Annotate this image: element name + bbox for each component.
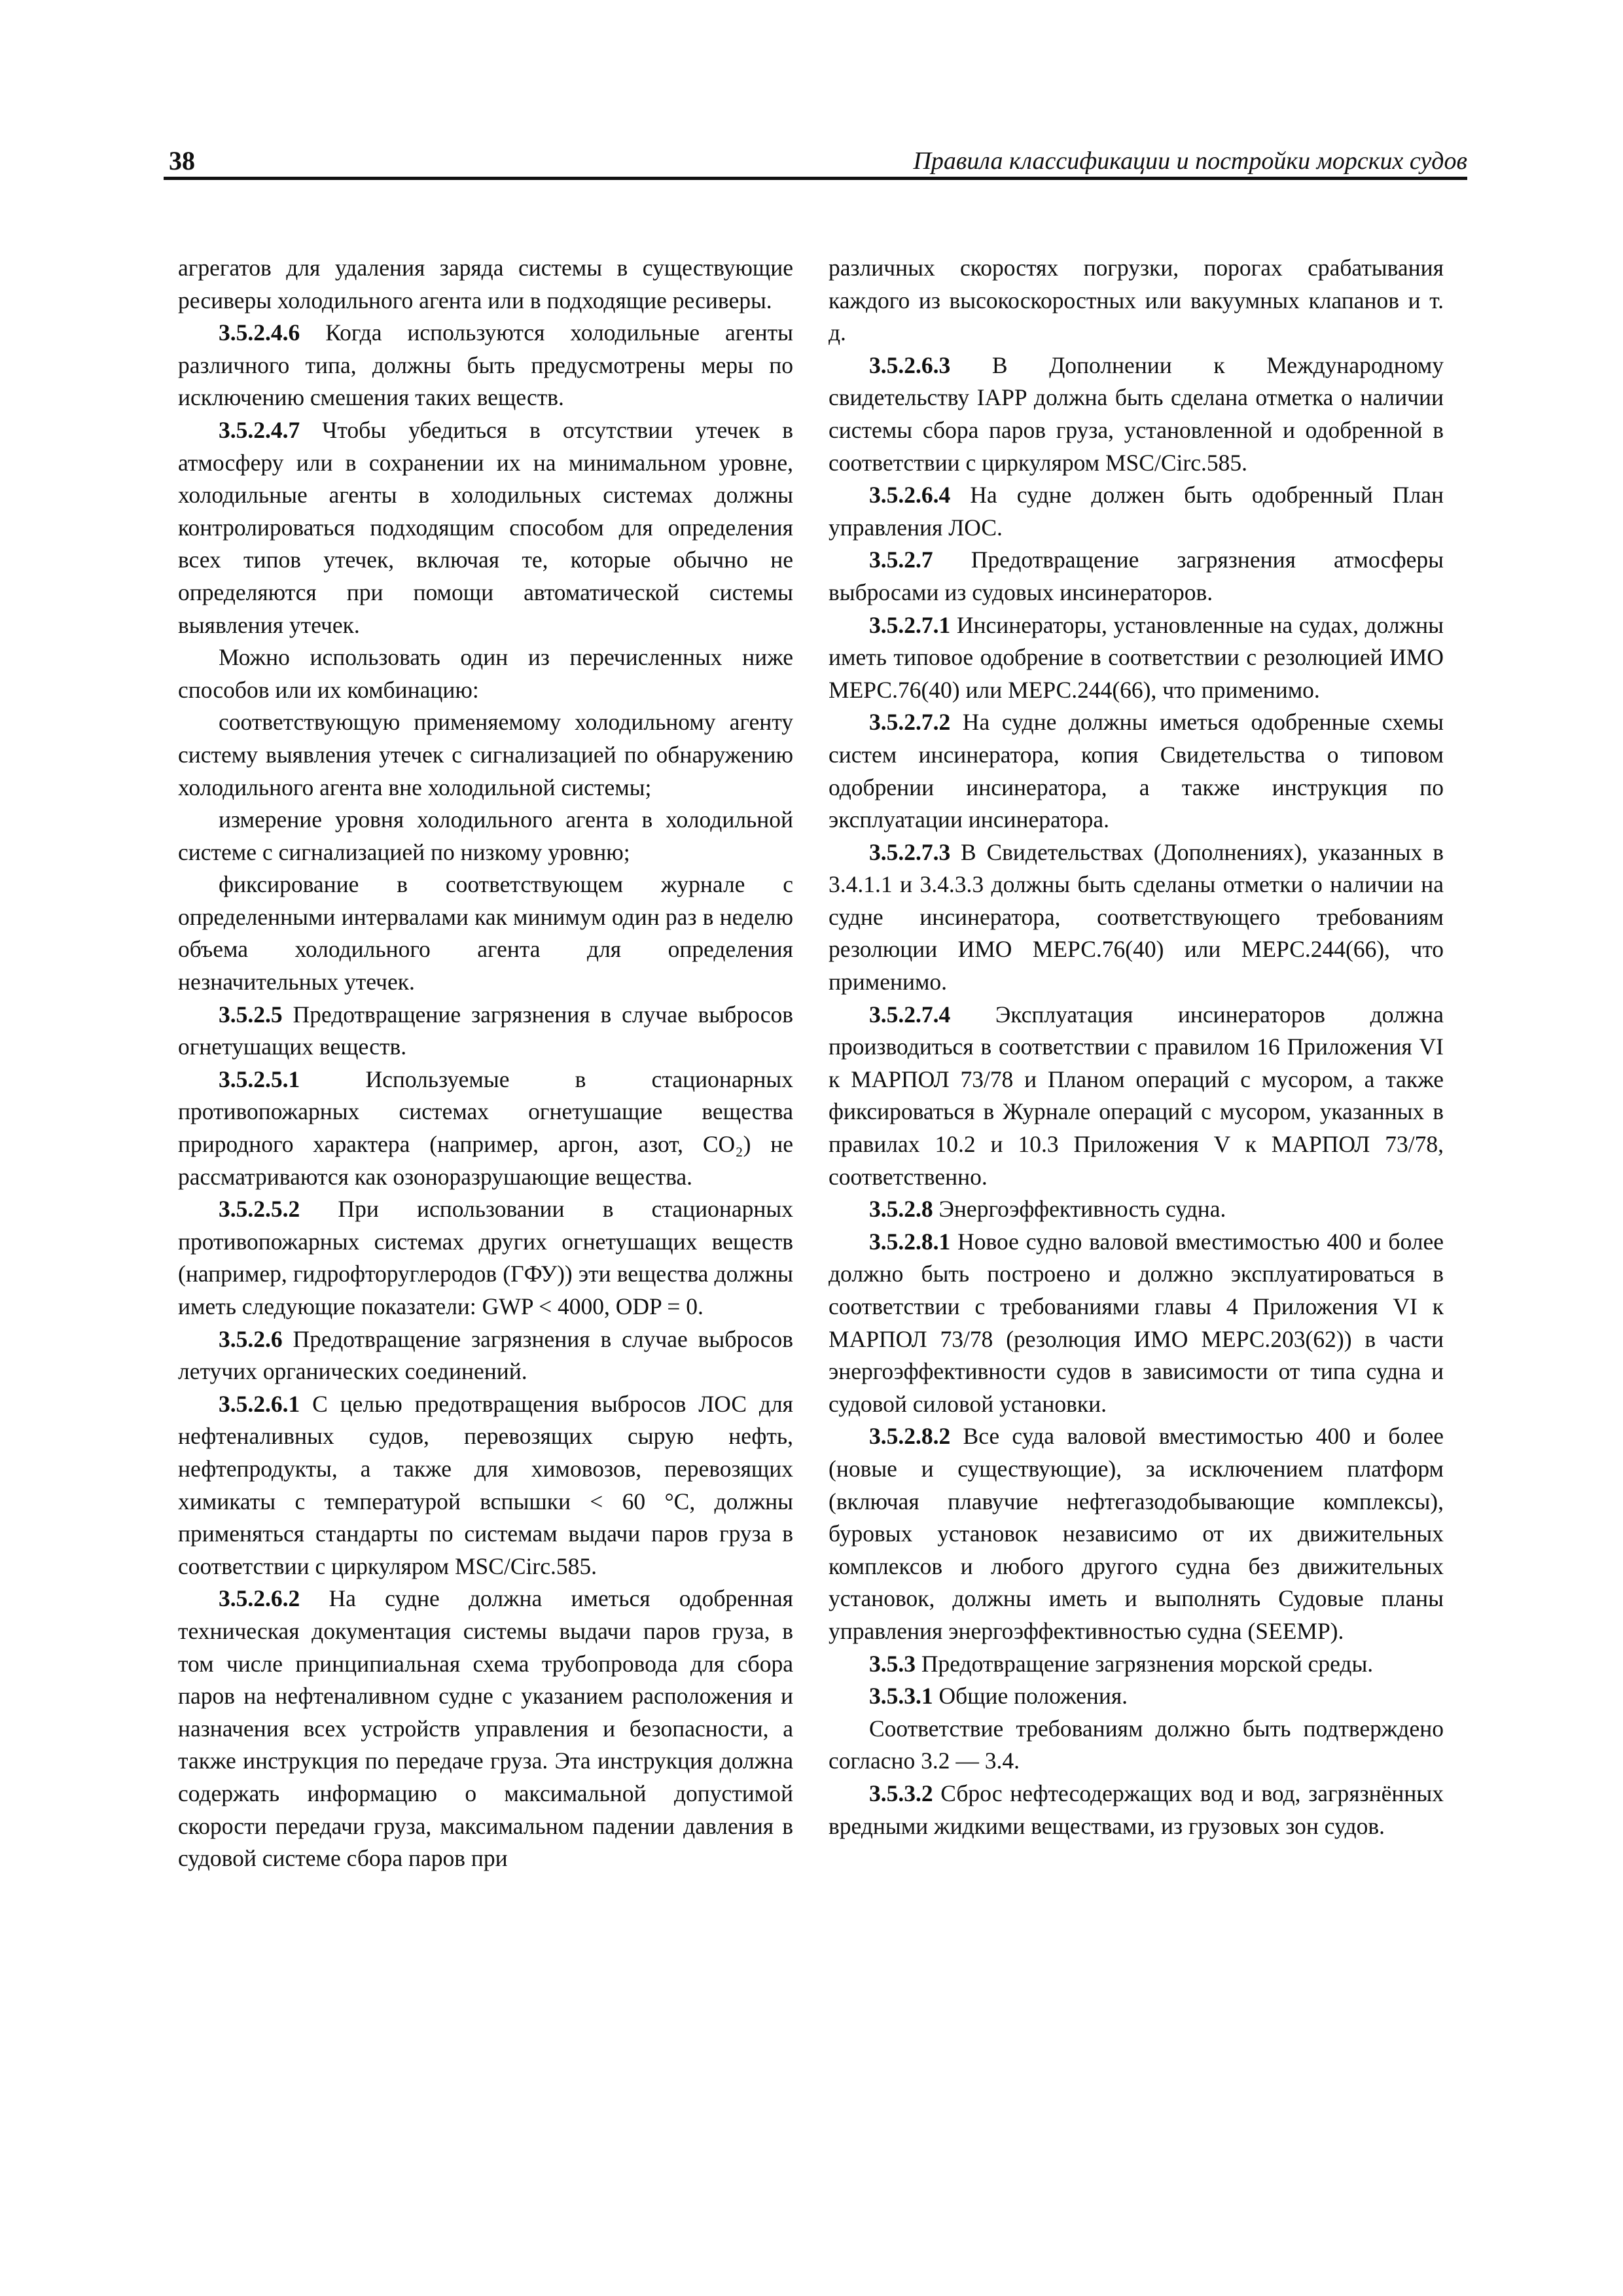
left-column (178, 252, 793, 1875)
clause-number: 3.5.3.1 (869, 1683, 933, 1710)
paragraph (829, 1648, 1444, 1681)
paragraph (178, 999, 793, 1064)
paragraph-text: Предотвращение загрязнения в случае выбросов летучих органических соединений. (178, 1325, 793, 1385)
clause-number: 3.5.2.6.3 (869, 351, 951, 378)
right-column (829, 252, 1444, 1842)
clause-number: 3.5.2.5.1 (219, 1066, 300, 1092)
paragraph-text: Энергоэффективность судна. (933, 1196, 1226, 1223)
paragraph-text: Все суда валовой вместимостью 400 и более (новые и существующие), за исключением платформ (включая плавучие нефтегазодобывающие комплексы), буровых установок независимо от их движительных комплексов и любого другого судна без движительных установок, должны иметь и выполнять Судовые планы управления энергоэффективностью судна (SEEMP). (829, 1423, 1444, 1644)
paragraph (178, 1323, 793, 1388)
paragraph-text: агрегатов для удаления заряда системы в существующие ресиверы холодильного агента или в подходящие ресиверы. (178, 255, 793, 314)
clause-number: 3.5.2.7.2 (869, 709, 951, 736)
header-rule (164, 177, 1467, 180)
paragraph-text: фиксирование в соответствующем журнале с определенными интервалами как минимум один раз в неделю объема холодильного агента для определения незначительных утечек. (178, 871, 793, 996)
paragraph-text: Новое судно валовой вместимостью 400 и более должно быть построено и должно эксплуатироваться в соответствии с требованиями главы 4 Приложения VI к МАРПОЛ 73/78 (резолюция ИМО МЕРС.203(62)) в части энергоэффективности судов в зависимости от типа судна и судовой силовой установки. (829, 1228, 1444, 1417)
paragraph-text: Можно использовать один из перечисленных ниже способов или их комбинацию: (178, 644, 793, 703)
paragraph (829, 1680, 1444, 1713)
paragraph (829, 350, 1444, 479)
paragraph (178, 252, 793, 317)
paragraph (829, 1420, 1444, 1647)
paragraph (178, 1064, 793, 1193)
clause-number: 3.5.2.5 (219, 1001, 283, 1028)
clause-number: 3.5.2.5.2 (219, 1196, 300, 1223)
paragraph-text: На судне должен быть одобренный План управления ЛОС. (829, 482, 1444, 541)
paragraph-text: Предотвращение загрязнения в случае выбросов огнетушащих веществ. (178, 1001, 793, 1060)
paragraph (829, 706, 1444, 836)
paragraph-text: Эксплуатация инсинераторов должна производиться в соответствии с правилом 16 Приложения VI к МАРПОЛ 73/78 и Планом операций с мусором, а также фиксироваться в Журнале операций с мусором, указанных в правилах 10.2 и 10.3 Приложения V к МАРПОЛ 73/78, соответственно. (829, 1001, 1444, 1190)
clause-number: 3.5.2.8.2 (869, 1423, 951, 1450)
clause-number: 3.5.2.7.1 (869, 611, 951, 638)
paragraph (829, 479, 1444, 544)
clause-number: 3.5.2.4.6 (219, 319, 300, 346)
paragraph-text: Соответствие требованиям должно быть подтверждено согласно 3.2 — 3.4. (829, 1715, 1444, 1774)
paragraph (829, 836, 1444, 999)
clause-number: 3.5.2.6.4 (869, 482, 951, 509)
clause-number: 3.5.2.8.1 (869, 1228, 951, 1255)
paragraph-text: Когда используются холодильные агенты различного типа, должны быть предусмотрены меры по исключению смешения таких веществ. (178, 319, 793, 411)
paragraph-text: Чтобы убедиться в отсутствии утечек в атмосферу или в сохранении их на минимальном уровне, холодильные агенты в холодильных системах должны контролироваться подходящим способом для определения всех типов утечек, включая те, которые обычно не определяются при помощи автоматической системы выявления утечек. (178, 416, 793, 638)
page-header (164, 139, 1467, 178)
clause-number: 3.5.2.4.7 (219, 416, 300, 443)
paragraph-text: соответствующую применяемому холодильному агенту систему выявления утечек с сигнализацией по обнаружению холодильного агента вне холодильной системы; (178, 709, 793, 800)
paragraph (178, 1193, 793, 1323)
clause-number: 3.5.2.6.2 (219, 1585, 300, 1612)
paragraph (829, 1713, 1444, 1778)
clause-number: 3.5.2.6.1 (219, 1390, 300, 1417)
paragraph (178, 641, 793, 706)
paragraph-text: измерение уровня холодильного агента в холодильной системе с сигнализацией по низкому уровню; (178, 806, 793, 865)
paragraph-text: Предотвращение загрязнения морской среды. (916, 1650, 1374, 1677)
clause-number: 3.5.2.8 (869, 1196, 933, 1223)
paragraph (829, 1778, 1444, 1842)
paragraph-text: С целью предотвращения выбросов ЛОС для нефтеналивных судов, перевозящих сырую нефть, нефтепродукты, а также для химовозов, перевозящих химикаты с температурой вспышки < 60 °С, должны применяться стандарты по системам выдачи паров груза в соответствии с циркуляром MSC/Circ.585. (178, 1390, 793, 1579)
paragraph (829, 999, 1444, 1194)
paragraph-text: На судне должна иметься одобренная техническая документация системы выдачи паров груза, в том числе принципиальная схема трубопровода для сбора паров на нефтеналивном судне с указанием расположения и назначения всех устройств управления и безопасности, а также инструкция по передаче груза. Эта инструкция должна содержать информацию о максимальной допустимой скорости передачи груза, максимальном падении давления в судовой системе сбора паров при (178, 1585, 793, 1872)
paragraph (178, 804, 793, 869)
clause-number: 3.5.3.2 (869, 1780, 933, 1806)
paragraph (178, 414, 793, 641)
paragraph (178, 1388, 793, 1583)
clause-number: 3.5.2.7 (869, 547, 933, 573)
paragraph (178, 317, 793, 414)
paragraph (178, 869, 793, 998)
paragraph-text: Предотвращение загрязнения атмосферы выбросами из судовых инсинераторов. (829, 547, 1444, 605)
paragraph (829, 1226, 1444, 1421)
paragraph-text: При использовании в стационарных противопожарных системах других огнетушащих веществ (например, гидрофторуглеродов (ГФУ)) эти вещества должны иметь следующие показатели: GWP < 4000, ODP = 0. (178, 1196, 793, 1319)
paragraph-text: Общие положения. (933, 1683, 1128, 1710)
paragraph-text: На судне должны иметься одобренные схемы систем инсинератора, копия Свидетельства о типовом одобрении инсинератора, а также инструкция по эксплуатации инсинератора. (829, 709, 1444, 833)
paragraph-text: Сброс нефтесодержащих вод и вод, загрязнённых вредными жидкими веществами, из грузовых зон судов. (829, 1780, 1444, 1839)
paragraph (178, 1583, 793, 1874)
paragraph (178, 706, 793, 804)
paragraph (829, 1193, 1444, 1226)
paragraph (829, 252, 1444, 350)
paragraph-text: различных скоростях погрузки, порогах срабатывания каждого из высокоскоростных или вакуумных клапанов и т. д. (829, 255, 1444, 346)
clause-number: 3.5.3 (869, 1650, 916, 1677)
clause-number: 3.5.2.6 (219, 1325, 283, 1352)
clause-number: 3.5.2.7.4 (869, 1001, 951, 1028)
paragraph-text: В Свидетельствах (Дополнениях), указанных в 3.4.1.1 и 3.4.3.3 должны быть сделаны отметки о наличии на судне инсинератора, соответствующего требованиям резолюции ИМО МЕРС.76(40) или МЕРС.244(66), что применимо. (829, 838, 1444, 996)
paragraph (829, 544, 1444, 609)
paragraph-text: Используемые в стационарных противопожарных системах огнетушащие вещества природного характера (например, аргон, азот, CO₂) не рассматриваются как озоноразрушающие вещества. (178, 1066, 793, 1190)
page-number: 38 (169, 146, 195, 175)
paragraph (829, 609, 1444, 707)
paragraph-text: В Дополнении к Международному свидетельству IAPP должна быть сделана отметка о наличии системы сбора паров груза, установленной и одобренной в соответствии с циркуляром MSC/Circ.585. (829, 351, 1444, 476)
clause-number: 3.5.2.7.3 (869, 838, 951, 865)
paragraph-text: Инсинераторы, установленные на судах, должны иметь типовое одобрение в соответствии с резолюцией ИМО МЕРС.76(40) или МЕРС.244(66), что применимо. (829, 611, 1444, 703)
running-title: Правила классификации и постройки морских судов (913, 147, 1467, 175)
